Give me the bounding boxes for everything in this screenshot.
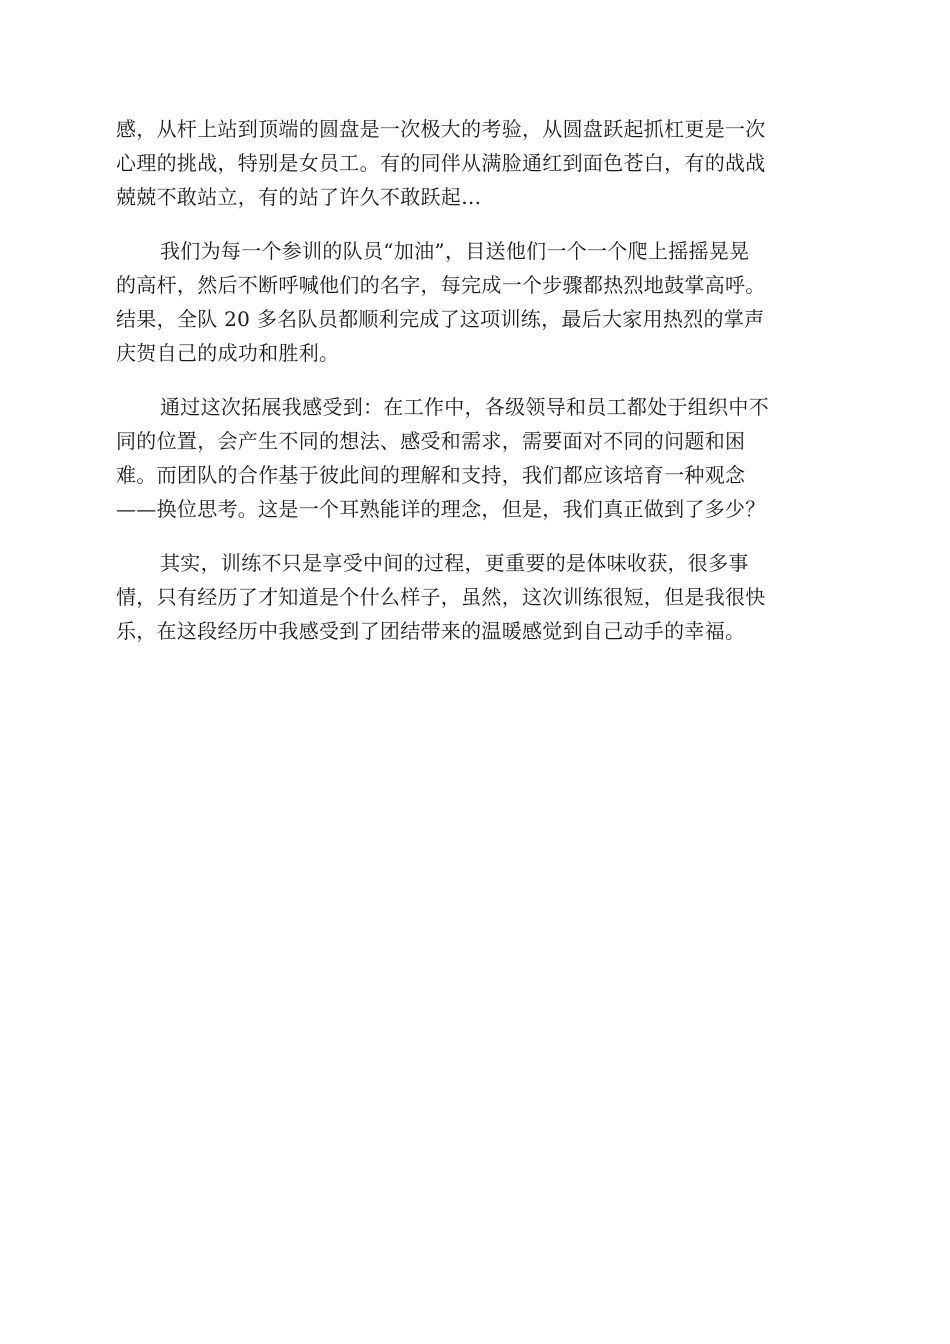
paragraph-line: 兢兢不敢站立，有的站了许久不敢跃起… [116, 185, 482, 209]
paragraph-line: ——换位思考。这是一个耳熟能详的理念，但是，我们真正做到了多少？ [116, 497, 766, 521]
document-body [116, 112, 840, 668]
paragraph-2 [116, 234, 840, 370]
paragraph-line: 庆贺自己的成功和胜利。 [116, 341, 340, 365]
paragraph-line: 结果，全队 20 多名队员都顺利完成了这项训练，最后大家用热烈的掌声 [116, 307, 765, 331]
paragraph-line: 心理的挑战，特别是女员工。有的同伴从满脸通红到面色苍白，有的战战 [116, 151, 766, 175]
paragraph-line: 感，从杆上站到顶端的圆盘是一次极大的考验，从圆盘跃起抓杠更是一次 [116, 117, 766, 141]
paragraph-line: 通过这次拓展我感受到：在工作中，各级领导和员工都处于组织中不 [160, 395, 769, 419]
paragraph-line: 情，只有经历了才知道是个什么样子，虽然，这次训练很短，但是我很快 [116, 585, 766, 609]
paragraph-4 [116, 546, 840, 648]
paragraph-line: 其实，训练不只是享受中间的过程，更重要的是体味收获，很多事 [160, 551, 749, 575]
paragraph-line: 同的位置，会产生不同的想法、感受和需求，需要面对不同的问题和困 [116, 429, 746, 453]
paragraph-line: 难。而团队的合作基于彼此间的理解和支持，我们都应该培育一种观念 [116, 463, 746, 487]
paragraph-line: 我们为每一个参训的队员“加油”，目送他们一个一个爬上摇摇晃晃 [160, 239, 750, 263]
paragraph-line: 乐，在这段经历中我感受到了团结带来的温暖感觉到自己动手的幸福。 [116, 619, 746, 643]
paragraph-line: 的高杆，然后不断呼喊他们的名字，每完成一个步骤都热烈地鼓掌高呼。 [116, 273, 766, 297]
paragraph-3 [116, 390, 840, 526]
paragraph-1 [116, 112, 840, 214]
